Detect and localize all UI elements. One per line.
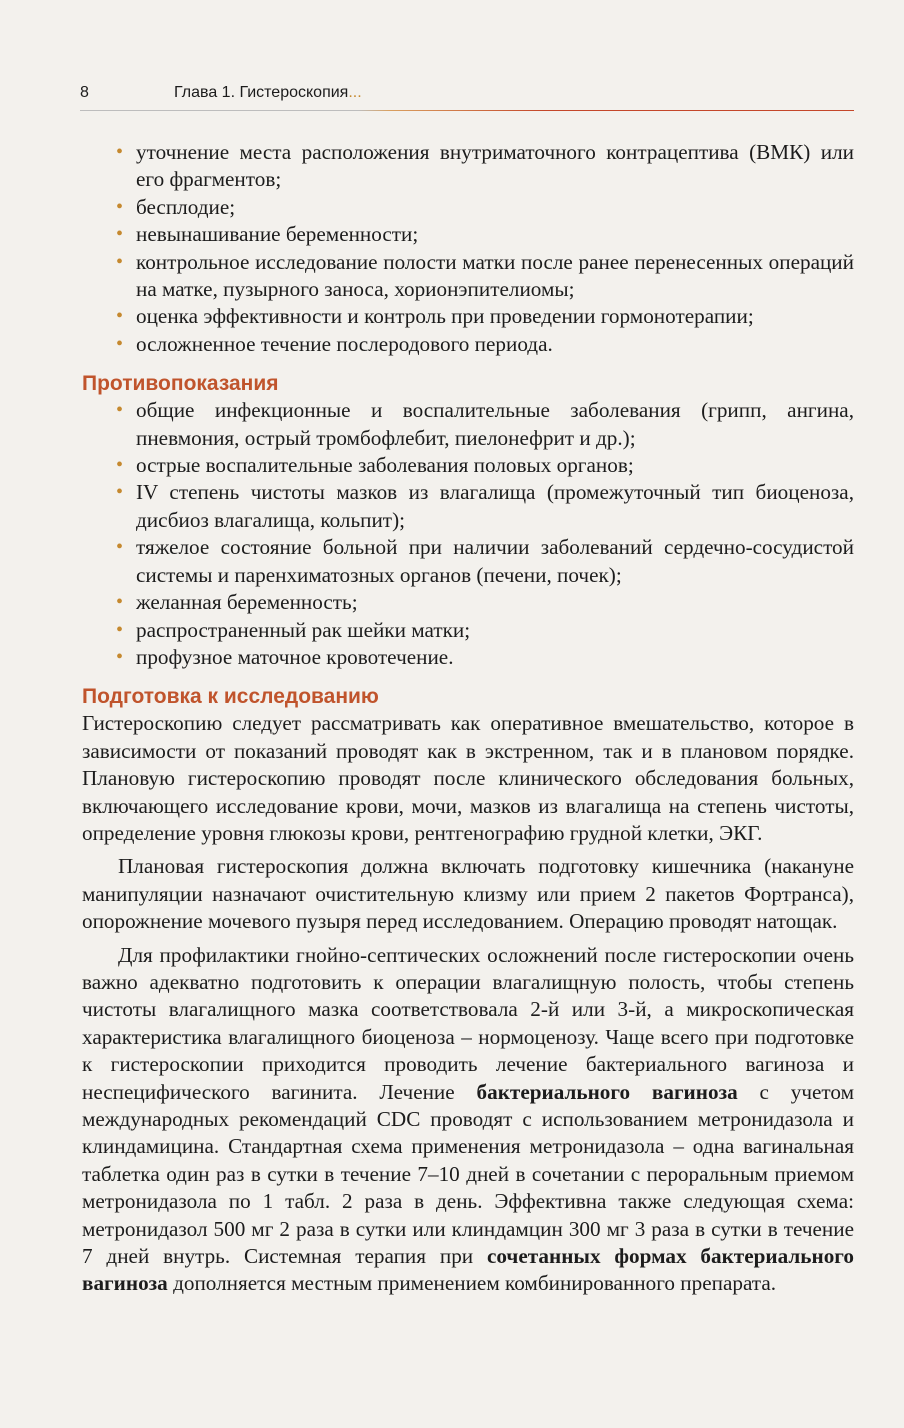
indications-list bbox=[82, 139, 854, 358]
bullet-icon: • bbox=[116, 618, 124, 641]
list-item: • распространенный рак шейки матки; bbox=[82, 617, 854, 644]
bullet-icon: • bbox=[116, 332, 124, 355]
bullet-icon: • bbox=[116, 250, 124, 273]
bullet-icon: • bbox=[116, 454, 124, 477]
list-item: • бесплодие; bbox=[82, 194, 854, 221]
paragraph: Плановая гистероскопия должна включать подготовку кишечника (накануне манипуляции назначают очистительную клизму или прием 2 пакетов Фортранса), опорожнение мочевого пузыря перед исследованием. Операцию проводят натощак. bbox=[82, 854, 854, 934]
bullet-icon: • bbox=[116, 645, 124, 668]
list-item: • профузное маточное кровотечение. bbox=[82, 644, 854, 671]
paragraph: Гистероскопию следует рассматривать как оперативное вмешательство, которое в зависимости от показаний проводят как в экстренном, так и в плановом порядке. Плановую гистероскопию проводят после клинического обследования больных, включающего исследование крови, мочи, мазков из влагалища на степень чистоты, определение уровня глюкозы крови, рентгенографию грудной клетки, ЭКГ. bbox=[82, 711, 854, 845]
list-item: • острые воспалительные заболевания половых органов; bbox=[82, 452, 854, 479]
contraindications-heading: Противопоказания bbox=[82, 372, 279, 396]
page-number: 8 bbox=[80, 84, 89, 101]
bullet-icon: • bbox=[116, 223, 124, 246]
list-item: • осложненное течение послеродового периода. bbox=[82, 331, 854, 358]
running-header bbox=[80, 84, 854, 112]
list-item: • общие инфекционные и воспалительные заболевания (грипп, ангина, пневмония, острый тромбофлебит, пиелонефрит и др.); bbox=[116, 398, 854, 450]
bullet-icon: • bbox=[116, 305, 124, 328]
chapter-dots: ... bbox=[348, 84, 362, 101]
header-rule bbox=[80, 110, 854, 111]
bullet-icon: • bbox=[116, 195, 124, 218]
list-item: • уточнение места расположения внутриматочного контрацептива (ВМК) или его фрагментов; bbox=[116, 140, 854, 192]
chapter-title bbox=[174, 84, 362, 102]
bullet-icon: • bbox=[116, 591, 124, 614]
list-item: • оценка эффективности и контроль при проведении гормонотерапии; bbox=[82, 303, 854, 330]
paragraph: Для профилактики гнойно-септических осложнений после гистероскопии очень важно адекватно подготовить к операции влагалищную полость, чтобы степень чистоты влагалищного мазка соответствовала 2-й или 3-й, а микроскопическая характеристика влагалищного биоценоза – нормоценозу. Чаще всего при подготовке к гистероскопии приходится проводить лечение бактериального вагиноза и неспецифического вагинита. Лечение бактериального вагиноза с учетом международных рекомендаций CDC проводят с использованием метронидазола и клиндамицина. Стандартная схема применения метронидазола – одна вагинальная таблетка один раз в сутки в течение 7–10 дней в сочетании с пероральным приемом метронидазола по 1 табл. 2 раза в день. Эффективна также следующая схема: метронидазол 500 мг 2 раза в сутки или клиндамцин 300 мг 3 раза в сутки в течение 7 дней внутрь. Системная терапия при сочетанных формах бактериального вагиноза дополняется местным применением комбинированного препарата. bbox=[82, 942, 854, 1296]
chapter-title-text: Глава 1. Гистероскопия bbox=[174, 84, 349, 101]
page-body bbox=[82, 139, 854, 1298]
bullet-icon: • bbox=[116, 536, 124, 559]
bullet-icon: • bbox=[116, 141, 124, 163]
list-item: • желанная беременность; bbox=[82, 589, 854, 616]
preparation-heading: Подготовка к исследованию bbox=[82, 685, 379, 709]
bullet-icon: • bbox=[116, 399, 124, 422]
list-item: • IV степень чистоты мазков из влагалища (промежуточный тип биоценоза, дисбиоз влагалища, кольпит); bbox=[116, 480, 854, 532]
list-item: • контрольное исследование полости матки после ранее перенесенных операций на матке, пузырного заноса, хорионэпителиомы; bbox=[116, 249, 854, 302]
list-item: • невынашивание беременности; bbox=[82, 221, 854, 248]
contraindications-list bbox=[82, 397, 854, 671]
list-item: • тяжелое состояние больной при наличии заболеваний сердечно-сосудистой системы и паренхиматозных органов (печени, почек); bbox=[116, 535, 854, 587]
bullet-icon: • bbox=[116, 481, 124, 504]
bold-term: сочетанных формах бактериального вагиноза bbox=[82, 1244, 854, 1296]
bold-term: бактериального вагиноза bbox=[476, 1079, 738, 1104]
